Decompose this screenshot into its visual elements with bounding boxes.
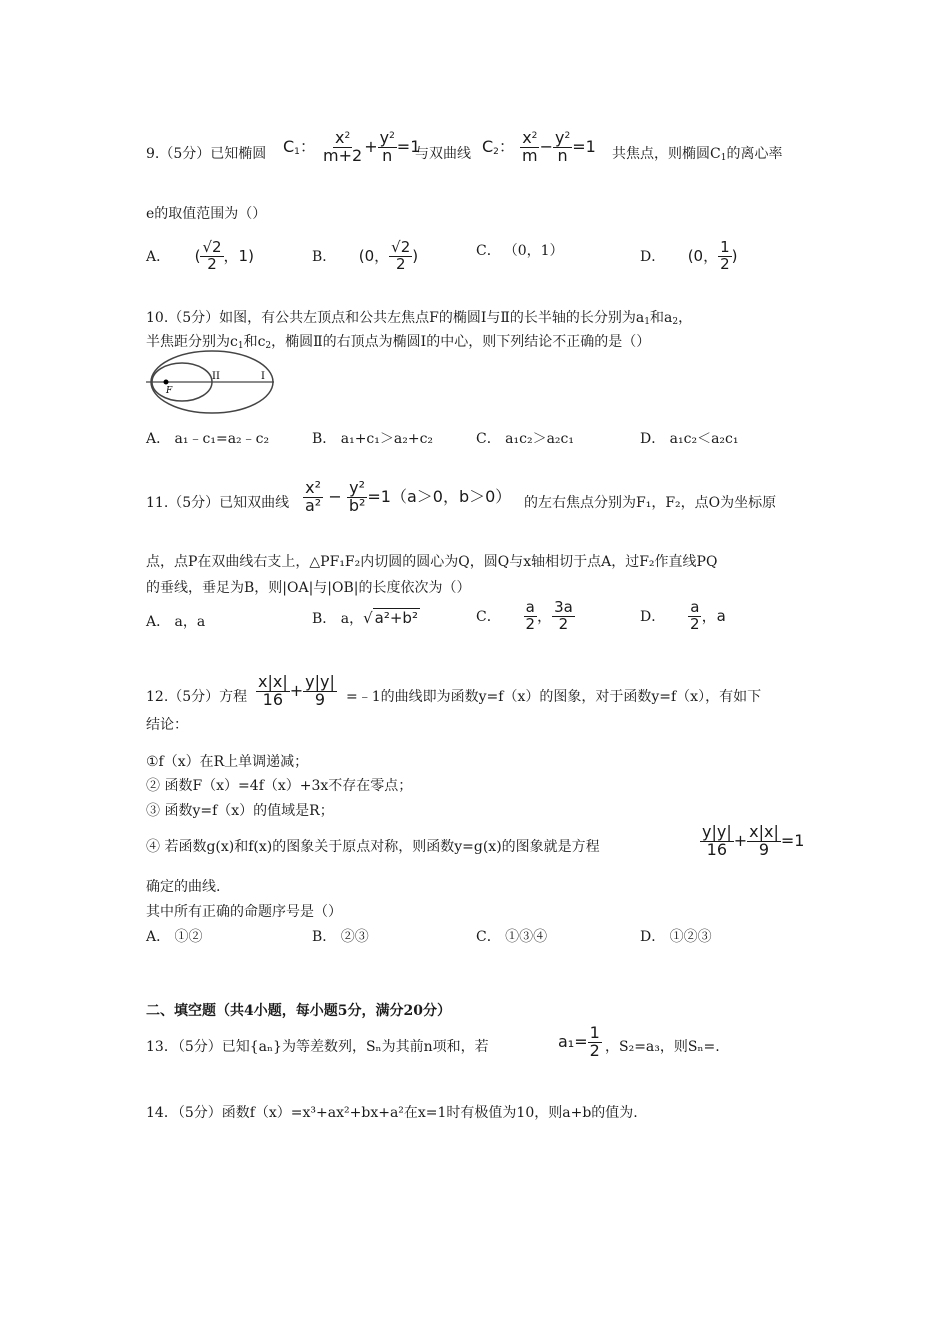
q12-line2: 结论： — [146, 717, 188, 733]
q12-conclusion-4: ④ 若函数g(x)和f(x)的图象关于原点对称，则函数y=g(x)的图象就是方程 — [146, 839, 600, 855]
label-F: F — [166, 386, 173, 396]
q9-option-d[interactable]: D． (0， $\frac{1}{2}$ ) — [640, 238, 738, 273]
q9-suffix: 共焦点，则椭圆$C_1$的离心率 — [612, 146, 783, 163]
question-14: 14．（5分）函数f（x）=x³+ax²+bx+a²在x=1时有极值为10，则a+b的值为. — [146, 1105, 638, 1121]
q12-conclusion-3: ③ 函数y=f（x）的值域是R； — [146, 803, 334, 819]
q11-option-d[interactable]: D． $\frac{a}{2}$ ，a — [640, 598, 726, 633]
q12-prefix: 12.（5分）方程 — [146, 689, 248, 705]
q11-option-b[interactable]: B． a，√ a²+b² — [312, 609, 418, 627]
q13-suffix: ，S₂=a₃，则Sₙ=. — [605, 1039, 720, 1055]
q9-frac-y: $\frac{y^2}{n}$ — [379, 128, 395, 165]
label-II: II — [212, 371, 220, 382]
q13-prefix: 13．（5分）已知{aₙ}为等差数列，Sₙ为其前n项和，若 — [146, 1039, 489, 1055]
q9-frac-x: $\frac{x^2}{m+2}$ — [323, 128, 363, 165]
q12-option-b[interactable]: B． ②③ — [312, 929, 369, 945]
q12-option-d[interactable]: D． ①②③ — [640, 929, 712, 945]
q12-option-c[interactable]: C． ①③④ — [476, 929, 548, 945]
q9-prefix: 9.（5分）已知椭圆 — [146, 146, 267, 162]
q12-conclusion-4-end: 确定的曲线. — [146, 879, 221, 895]
q10-option-c[interactable]: C． a₁c₂＞a₂c₁ — [476, 431, 574, 447]
q11-line3: 的垂线，垂足为B，则|OA|与|OB|的长度依次为（） — [146, 580, 471, 596]
q12-suffix: =﹣1的曲线即为函数y=f（x）的图象，对于函数y=f（x），有如下 — [346, 689, 762, 705]
q12-question: 其中所有正确的命题序号是（） — [146, 904, 342, 920]
q10-option-d[interactable]: D． a₁c₂＜a₂c₁ — [640, 431, 739, 447]
q12-c4-equation: $\frac{y|y|}{16}$ + $\frac{x|x|}{9}$ =1 — [702, 822, 805, 859]
q12-conclusion-2: ② 函数F（x）=4f（x）+3x不存在零点； — [146, 778, 413, 794]
q9-option-b[interactable]: B． (0， $\frac{√2}{2}$ ) — [312, 238, 419, 273]
q9-hyperbola-equation: $C_2$： $\frac{x^2}{m}$ − $\frac{y^2}{n}$ =1 — [482, 128, 596, 165]
q11-line2: 点，点P在双曲线右支上，△PF₁F₂内切圆的圆心为Q，圆Q与x轴相切于点A，过F₂作直线PQ — [146, 554, 718, 570]
focus-point — [164, 380, 169, 385]
q10-ellipse-figure — [146, 348, 276, 416]
q11-option-c[interactable]: C． $\frac{a}{2}$ ， $\frac{3a}{2}$ — [476, 598, 573, 633]
q13-equation: a₁= $\frac{1}{2}$ — [558, 1023, 600, 1060]
section-2-title: 二、填空题（共4小题，每小题5分，满分20分） — [146, 1003, 451, 1019]
q12-conclusion-1: ①f（x）在R上单调递减； — [146, 754, 309, 770]
q9-ellipse-equation: $C_1$： $\frac{x^2}{m+2}$ + $\frac{y^2}{n}$ =1 — [283, 128, 421, 165]
q11-equation: $\frac{\text{x²}}{\text{a²}}$ − $\frac{\text{y²}}{\text{b²}}$ =1（a＞0，b＞0） — [305, 478, 512, 515]
q10-line2: 半焦距分别为$c_1$和$c_2$，椭圆Ⅱ的右顶点为椭圆Ⅰ的中心，则下列结论不正确的是（） — [146, 334, 651, 351]
q11-suffix: 的左右焦点分别为F₁，F₂，点O为坐标原 — [524, 495, 777, 511]
q10-option-b[interactable]: B． a₁+c₁＞a₂+c₂ — [312, 431, 434, 447]
q12-equation: $\frac{x|x|}{16}$ + $\frac{y|y|}{9}$ — [258, 672, 335, 709]
q9-line2: e的取值范围为（） — [146, 206, 267, 222]
label-I: I — [261, 371, 265, 382]
q9-mid: 与双曲线 — [415, 146, 471, 162]
q12-option-a[interactable]: A． ①② — [146, 929, 203, 945]
q10-option-a[interactable]: A． a₁﹣c₁=a₂﹣c₂ — [146, 431, 270, 447]
q11-prefix: 11.（5分）已知双曲线 — [146, 495, 290, 511]
q9-option-c[interactable]: C． （0，1） — [476, 243, 564, 259]
q9-option-a[interactable]: A． ( $\frac{√2}{2}$ ，1) — [146, 238, 254, 273]
q10-line1: 10.（5分）如图，有公共左顶点和公共左焦点F的椭圆Ⅰ与Ⅱ的长半轴的长分别为$a_1$和$a_2$， — [146, 310, 693, 327]
q11-option-a[interactable]: A． a，a — [146, 614, 206, 630]
